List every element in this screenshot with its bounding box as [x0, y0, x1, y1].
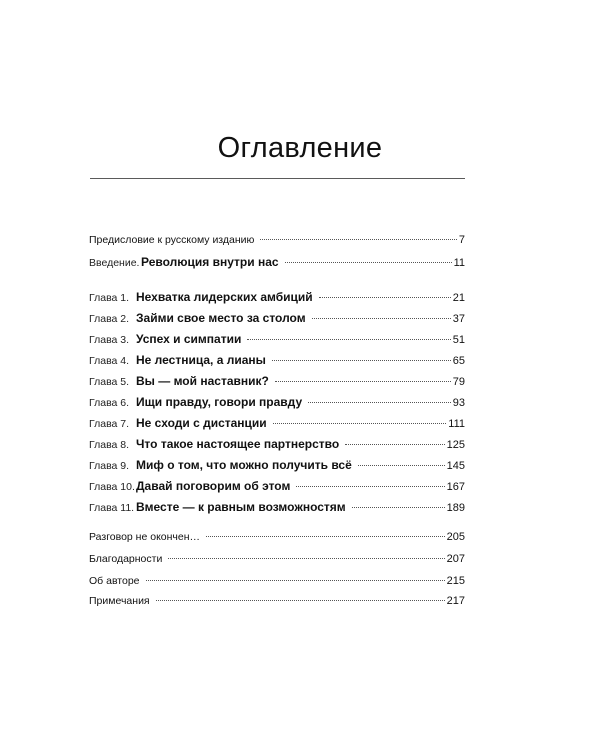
- dot-leader: [247, 339, 450, 340]
- dot-leader: [312, 318, 451, 319]
- dot-leader: [206, 536, 445, 537]
- dot-leader: [260, 239, 456, 240]
- toc-entry-title: Нехватка лидерских амбиций: [136, 290, 313, 304]
- toc-entry-label: Глава 2.: [89, 313, 130, 325]
- dot-leader: [358, 465, 445, 466]
- toc-entry-page: 125: [446, 439, 465, 451]
- toc-entry-chapter-6[interactable]: [89, 394, 465, 411]
- toc-entry-title: Успех и симпатии: [136, 332, 242, 346]
- toc-entry-page: 37: [452, 313, 465, 325]
- toc-entry-preface[interactable]: [89, 232, 465, 248]
- toc-entry-label: Глава 7.: [89, 418, 130, 430]
- toc-entry-page: 7: [458, 234, 465, 246]
- toc-entry-notes[interactable]: [89, 593, 465, 609]
- toc-entry-page: 145: [446, 460, 465, 472]
- dot-leader: [319, 297, 451, 298]
- toc-entry-chapter-2[interactable]: [89, 310, 465, 327]
- page-title: Оглавление: [217, 132, 383, 164]
- toc-entry-title: Что такое настоящее партнерство: [136, 437, 340, 451]
- toc-entry-title: Вместе — к равным возможностям: [136, 500, 346, 514]
- toc-entry-label: Глава 10.: [89, 481, 135, 493]
- toc-entry-page: 65: [452, 355, 465, 367]
- toc-entry-introduction[interactable]: [89, 254, 465, 271]
- toc-entry-label: Глава 6.: [89, 397, 130, 409]
- toc-entry-title: Давай поговорим об этом: [136, 479, 291, 493]
- toc-entry-page: 79: [452, 376, 465, 388]
- toc-entry-label: Глава 5.: [89, 376, 130, 388]
- toc-entry-title: Вы — мой наставник?: [136, 374, 269, 388]
- dot-leader: [308, 402, 451, 403]
- toc-entry-label: Глава 11.: [89, 502, 135, 514]
- toc-entry-chapter-7[interactable]: [89, 415, 465, 432]
- dot-leader: [273, 423, 447, 424]
- toc-entry-title: Революция внутри нас: [141, 255, 279, 269]
- toc-entry-title: Не сходи с дистанции: [136, 416, 267, 430]
- toc-entry-chapter-1[interactable]: [89, 289, 465, 306]
- toc-entry-page: 189: [446, 502, 465, 514]
- dot-leader: [285, 262, 452, 263]
- toc-entry-page: 167: [446, 481, 465, 493]
- toc-entry-page: 21: [452, 292, 465, 304]
- dot-leader: [168, 558, 444, 559]
- toc-entry-title: Не лестница, а лианы: [136, 353, 266, 367]
- toc-entry-page: 217: [446, 595, 465, 607]
- toc-entry-chapter-11[interactable]: [89, 499, 465, 516]
- toc-entry-chapter-9[interactable]: [89, 457, 465, 474]
- toc-entry-label: Глава 8.: [89, 439, 130, 451]
- toc-entry-chapter-3[interactable]: [89, 331, 465, 348]
- toc-entry-title: Займи свое место за столом: [136, 311, 306, 325]
- toc-entry-page: 215: [446, 575, 465, 587]
- dot-leader: [345, 444, 444, 445]
- dot-leader: [156, 600, 445, 601]
- toc-entry-chapter-8[interactable]: [89, 436, 465, 453]
- toc-entry-label: Глава 3.: [89, 334, 130, 346]
- toc-entry-title: Благодарности: [89, 553, 163, 565]
- toc-entry-page: 93: [452, 397, 465, 409]
- toc-entry-label: Глава 1.: [89, 292, 130, 304]
- toc-entry-title: Об авторе: [89, 575, 140, 587]
- toc-entry-page: 51: [452, 334, 465, 346]
- dot-leader: [275, 381, 451, 382]
- toc-entry-page: 11: [453, 257, 465, 269]
- dot-leader: [296, 486, 444, 487]
- toc-entry-title: Ищи правду, говори правду: [136, 395, 303, 409]
- toc-entry-afterword[interactable]: [89, 529, 465, 545]
- toc-entry-page: 111: [448, 418, 465, 430]
- toc-entry-title: Разговор не окончен…: [89, 531, 201, 543]
- toc-entry-acknowledgments[interactable]: [89, 551, 465, 567]
- toc-entry-title: Предисловие к русскому изданию: [89, 234, 255, 246]
- toc-entry-label: Введение.: [89, 257, 140, 269]
- toc-entry-title: Примечания: [89, 595, 150, 607]
- toc-entry-page: 205: [446, 531, 465, 543]
- dot-leader: [272, 360, 451, 361]
- toc-entry-label: Глава 9.: [89, 460, 130, 472]
- dot-leader: [352, 507, 445, 508]
- dot-leader: [146, 580, 445, 581]
- toc-entry-title: Миф о том, что можно получить всё: [136, 458, 352, 472]
- toc-entry-about-author[interactable]: [89, 573, 465, 589]
- toc-entry-label: Глава 4.: [89, 355, 130, 367]
- toc-entry-chapter-5[interactable]: [89, 373, 465, 390]
- toc-entry-chapter-10[interactable]: [89, 478, 465, 495]
- toc-entry-chapter-4[interactable]: [89, 352, 465, 369]
- toc-entry-page: 207: [446, 553, 465, 565]
